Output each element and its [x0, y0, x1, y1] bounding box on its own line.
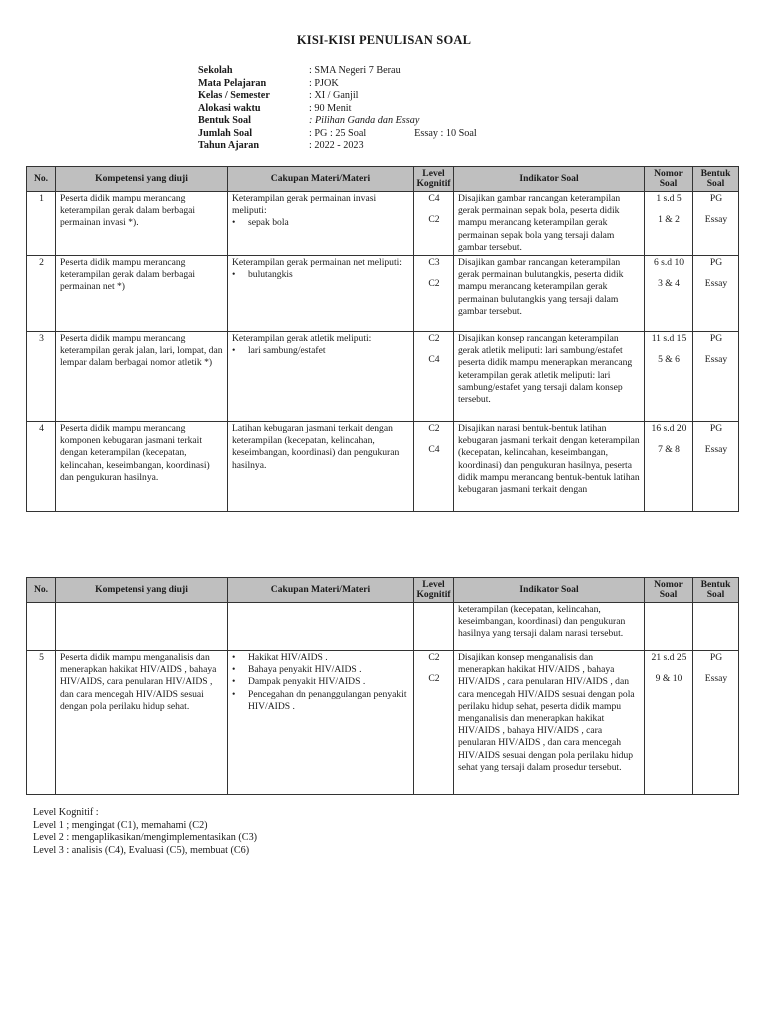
materi-bullet-label: Bahaya penyakit HIV/AIDS . — [248, 664, 362, 676]
level-value: C4 — [428, 193, 440, 204]
document-meta — [198, 65, 477, 153]
cell-indikator: Disajikan konsep rancangan keterampilan gerak atletik meliputi: lari sambung/estafet peserta didik mampu menerapkan merancang keterampilan gerak atletik meliputi: lari sambung/estafet yang tersaji dalam konsep tersebut. — [454, 332, 645, 422]
nomor-value: 6 s.d 10 — [653, 257, 685, 269]
bentuk-value: Essay — [704, 214, 728, 226]
level-value: C2 — [428, 673, 440, 685]
cell-level — [414, 256, 454, 332]
document-title: KISI-KISI PENULISAN SOAL — [296, 33, 472, 47]
cell-no: 3 — [27, 332, 56, 422]
table-row — [27, 422, 739, 512]
materi-text: Keterampilan gerak atletik meliputi: — [232, 333, 372, 345]
nomor-value: 9 & 10 — [655, 673, 683, 685]
nomor-value: 1 s.d 5 — [656, 193, 682, 204]
header-level: Level Kognitif — [414, 167, 454, 192]
cell-level — [414, 192, 454, 256]
materi-bullet-item — [232, 664, 410, 676]
table-row — [27, 332, 739, 422]
cell-nomor — [645, 422, 693, 512]
cell-indikator: Disajikan narasi bentuk-bentuk latihan kebugaran jasmani terkait dengan keterampilan (kecepatan, kelincahan, keseimbangan, koordinasi) dan pengukuran hasilnya, peserta didik mampu merancang bentuk-bentuk latihan kebugaran jasmani terkait dengan — [454, 422, 645, 512]
cell-materi: Latihan kebugaran jasmani terkait dengan keterampilan (kecepatan, kelincahan, keseimbangan, koordinasi) dan pengukuran hasilnya. — [228, 422, 414, 512]
cell-bentuk — [693, 192, 739, 256]
cell-level — [414, 603, 454, 651]
materi-bullet-label: Hakikat HIV/AIDS . — [248, 652, 328, 663]
cell-kompetensi: Peserta didik mampu merancang komponen kebugaran jasmani terkait dengan keterampilan (kecepatan, kelincahan, keseimbangan, koordinasi) dan pengukuran hasilnya. — [56, 422, 228, 512]
cell-no: 2 — [27, 256, 56, 332]
meta-row — [198, 115, 477, 128]
cell-kompetensi: Peserta didik mampu merancang keterampilan gerak jalan, lari, lompat, dan lempar dalam berbagai nomor atletik *) — [56, 332, 228, 422]
nomor-value: 16 s.d 20 — [651, 423, 687, 435]
cell-kompetensi: Peserta didik mampu merancang keterampilan gerak dalam berbagai permainan invasi *). — [56, 192, 228, 256]
header-nomor: Nomor Soal — [645, 578, 693, 603]
cell-indikator: Disajikan gambar rancangan keterampilan gerak permainan bulutangkis, peserta didik mampu merancang keterampilan gerak permainan bulutangkis yang tersaji dalam gambar tersebut. — [454, 256, 645, 332]
nomor-value: 11 s.d 15 — [651, 333, 687, 345]
legend-line: Level 3 : analisis (C4), Evaluasi (C5), membuat (C6) — [33, 844, 250, 856]
cell-indikator: keterampilan (kecepatan, kelincahan, keseimbangan, koordinasi) dan pengukuran hasilnya yang tersaji dalam narasi tersebut. — [454, 603, 645, 651]
cell-nomor — [645, 256, 693, 332]
nomor-value: 5 & 6 — [658, 354, 680, 366]
header-no: No. — [27, 578, 56, 603]
header-level: Level Kognitif — [414, 578, 454, 603]
header-indikator: Indikator Soal — [454, 578, 645, 603]
bentuk-value: PG — [709, 652, 723, 663]
meta-row — [198, 103, 477, 116]
level-value: C2 — [428, 652, 440, 663]
meta-row — [198, 90, 477, 103]
materi-bullet-label: Pencegahan dn penanggulangan penyakit HIV/AIDS . — [248, 688, 407, 712]
level-legend — [33, 807, 257, 857]
cell-nomor — [645, 192, 693, 256]
materi-bullet-item — [232, 269, 410, 281]
meta-label: Kelas / Semester — [198, 90, 270, 101]
bullet-icon: • — [232, 217, 236, 229]
cell-indikator: Disajikan konsep menganalisis dan menerapkan hakikat HIV/AIDS , bahaya HIV/AIDS , cara penularan HIV/AIDS , dan cara mencegah HIV/AIDS sesuai dengan pola perilaku hidup sehat, peserta didik mampu menganalisis dan menerapkan hakikat HIV/AIDS , bahaya HIV/AIDS , cara penularan HIV/AIDS , dan cara mencegah HIV/AIDS sesuai dengan pola perilaku hidup sehat yang tersaji dalam prosedur tersebut. — [454, 651, 645, 795]
bentuk-value: Essay — [704, 444, 728, 456]
meta-row — [198, 128, 477, 141]
meta-label: Sekolah — [198, 65, 233, 76]
nomor-value: 21 s.d 25 — [651, 652, 687, 663]
materi-text: Keterampilan gerak permainan invasi meliputi: — [232, 193, 377, 217]
cell-bentuk — [693, 603, 739, 651]
nomor-value: 1 & 2 — [658, 214, 680, 226]
materi-bullet-item — [232, 217, 410, 229]
materi-bullet-label: sepak bola — [248, 217, 289, 229]
meta-value: : 2022 - 2023 — [309, 140, 364, 151]
cell-no: 4 — [27, 422, 56, 512]
meta-label: Alokasi waktu — [198, 102, 261, 114]
header-bentuk: Bentuk Soal — [693, 578, 739, 603]
level-value: C3 — [428, 257, 440, 269]
bullet-icon: • — [232, 345, 236, 357]
header-kompetensi: Kompetensi yang diuji — [56, 578, 228, 603]
bullet-icon: • — [232, 652, 236, 663]
level-value: C4 — [428, 354, 440, 366]
bentuk-value: PG — [709, 333, 723, 345]
cell-no: 1 — [27, 192, 56, 256]
kisi-table-page-1 — [26, 166, 739, 512]
table-row — [27, 192, 739, 256]
meta-value: : 90 Menit — [309, 102, 352, 114]
cell-no: 5 — [27, 651, 56, 795]
cell-no — [27, 603, 56, 651]
legend-line: Level Kognitif : — [33, 807, 99, 818]
meta-row — [198, 65, 477, 78]
nomor-value: 7 & 8 — [658, 444, 680, 456]
cell-bentuk — [693, 422, 739, 512]
meta-label: Bentuk Soal — [198, 115, 251, 126]
meta-value: : Pilihan Ganda dan Essay — [309, 115, 420, 126]
bentuk-value: PG — [709, 257, 723, 269]
kisi-table-page-2 — [26, 577, 739, 795]
meta-value: : XI / Ganjil — [309, 90, 359, 101]
level-value: C4 — [428, 444, 440, 456]
materi-text: Keterampilan gerak permainan net meliputi: — [232, 257, 402, 269]
meta-value-secondary: Essay : 10 Soal — [414, 127, 477, 139]
bentuk-value: PG — [709, 423, 723, 435]
bullet-icon: • — [232, 676, 236, 688]
meta-value: : PG : 25 Soal — [309, 127, 367, 139]
level-value: C2 — [428, 423, 440, 435]
cell-materi — [228, 256, 414, 332]
cell-materi — [228, 332, 414, 422]
bentuk-value: PG — [709, 193, 723, 204]
level-value: C2 — [428, 333, 440, 345]
materi-bullet-item — [232, 345, 410, 357]
cell-materi — [228, 603, 414, 651]
materi-bullet-item — [232, 676, 410, 688]
legend-line: Level 1 ; mengingat (C1), memahami (C2) — [33, 819, 208, 831]
table-row — [27, 651, 739, 795]
level-value: C2 — [428, 278, 440, 290]
bentuk-value: Essay — [704, 673, 728, 685]
meta-label: Tahun Ajaran — [198, 140, 260, 151]
materi-bullet-label: lari sambung/estafet — [248, 345, 326, 357]
table-header-row — [27, 167, 739, 192]
cell-level — [414, 422, 454, 512]
bullet-icon: • — [232, 664, 236, 676]
meta-label: Jumlah Soal — [198, 127, 253, 139]
cell-nomor — [645, 651, 693, 795]
table-row — [27, 256, 739, 332]
materi-bullet-item — [232, 652, 410, 664]
meta-value: : PJOK — [309, 77, 339, 89]
cell-bentuk — [693, 651, 739, 795]
cell-kompetensi: Peserta didik mampu merancang keterampilan gerak dalam berbagai permainan net *) — [56, 256, 228, 332]
cell-level — [414, 332, 454, 422]
header-materi: Cakupan Materi/Materi — [228, 167, 414, 192]
meta-value: : SMA Negeri 7 Berau — [309, 65, 401, 76]
cell-level — [414, 651, 454, 795]
header-kompetensi: Kompetensi yang diuji — [56, 167, 228, 192]
cell-nomor — [645, 332, 693, 422]
materi-bullet-label: bulutangkis — [248, 269, 293, 281]
table-row-continuation — [27, 603, 739, 651]
bullet-icon: • — [232, 688, 236, 700]
nomor-value: 3 & 4 — [658, 278, 680, 290]
cell-bentuk — [693, 332, 739, 422]
bentuk-value: Essay — [704, 278, 728, 290]
materi-bullet-item — [232, 689, 410, 713]
cell-materi — [228, 192, 414, 256]
cell-kompetensi — [56, 603, 228, 651]
header-materi: Cakupan Materi/Materi — [228, 578, 414, 603]
bullet-icon: • — [232, 269, 236, 281]
meta-row — [198, 78, 477, 91]
cell-kompetensi: Peserta didik mampu menganalisis dan menerapkan hakikat HIV/AIDS , bahaya HIV/AIDS, cara penularan HIV/AIDS , dan cara mencegah HIV/AIDS sesuai dengan pola perilaku hidup sehat. — [56, 651, 228, 795]
cell-materi — [228, 651, 414, 795]
bentuk-value: Essay — [704, 354, 728, 366]
legend-line: Level 2 : mengaplikasikan/mengimplementasikan (C3) — [33, 832, 258, 844]
cell-nomor — [645, 603, 693, 651]
cell-bentuk — [693, 256, 739, 332]
header-no: No. — [27, 167, 56, 192]
meta-label: Mata Pelajaran — [198, 77, 267, 89]
header-bentuk: Bentuk Soal — [693, 167, 739, 192]
meta-row — [198, 140, 477, 153]
table-header-row — [27, 578, 739, 603]
cell-indikator: Disajikan gambar rancangan keterampilan gerak permainan sepak bola, peserta didik mampu merancang keterampilan gerak permainan sepak bola yang tersaji dalam gambar tersebut. — [454, 192, 645, 256]
materi-bullet-label: Dampak penyakit HIV/AIDS . — [248, 676, 366, 688]
level-value: C2 — [428, 214, 440, 226]
header-nomor: Nomor Soal — [645, 167, 693, 192]
header-indikator: Indikator Soal — [454, 167, 645, 192]
